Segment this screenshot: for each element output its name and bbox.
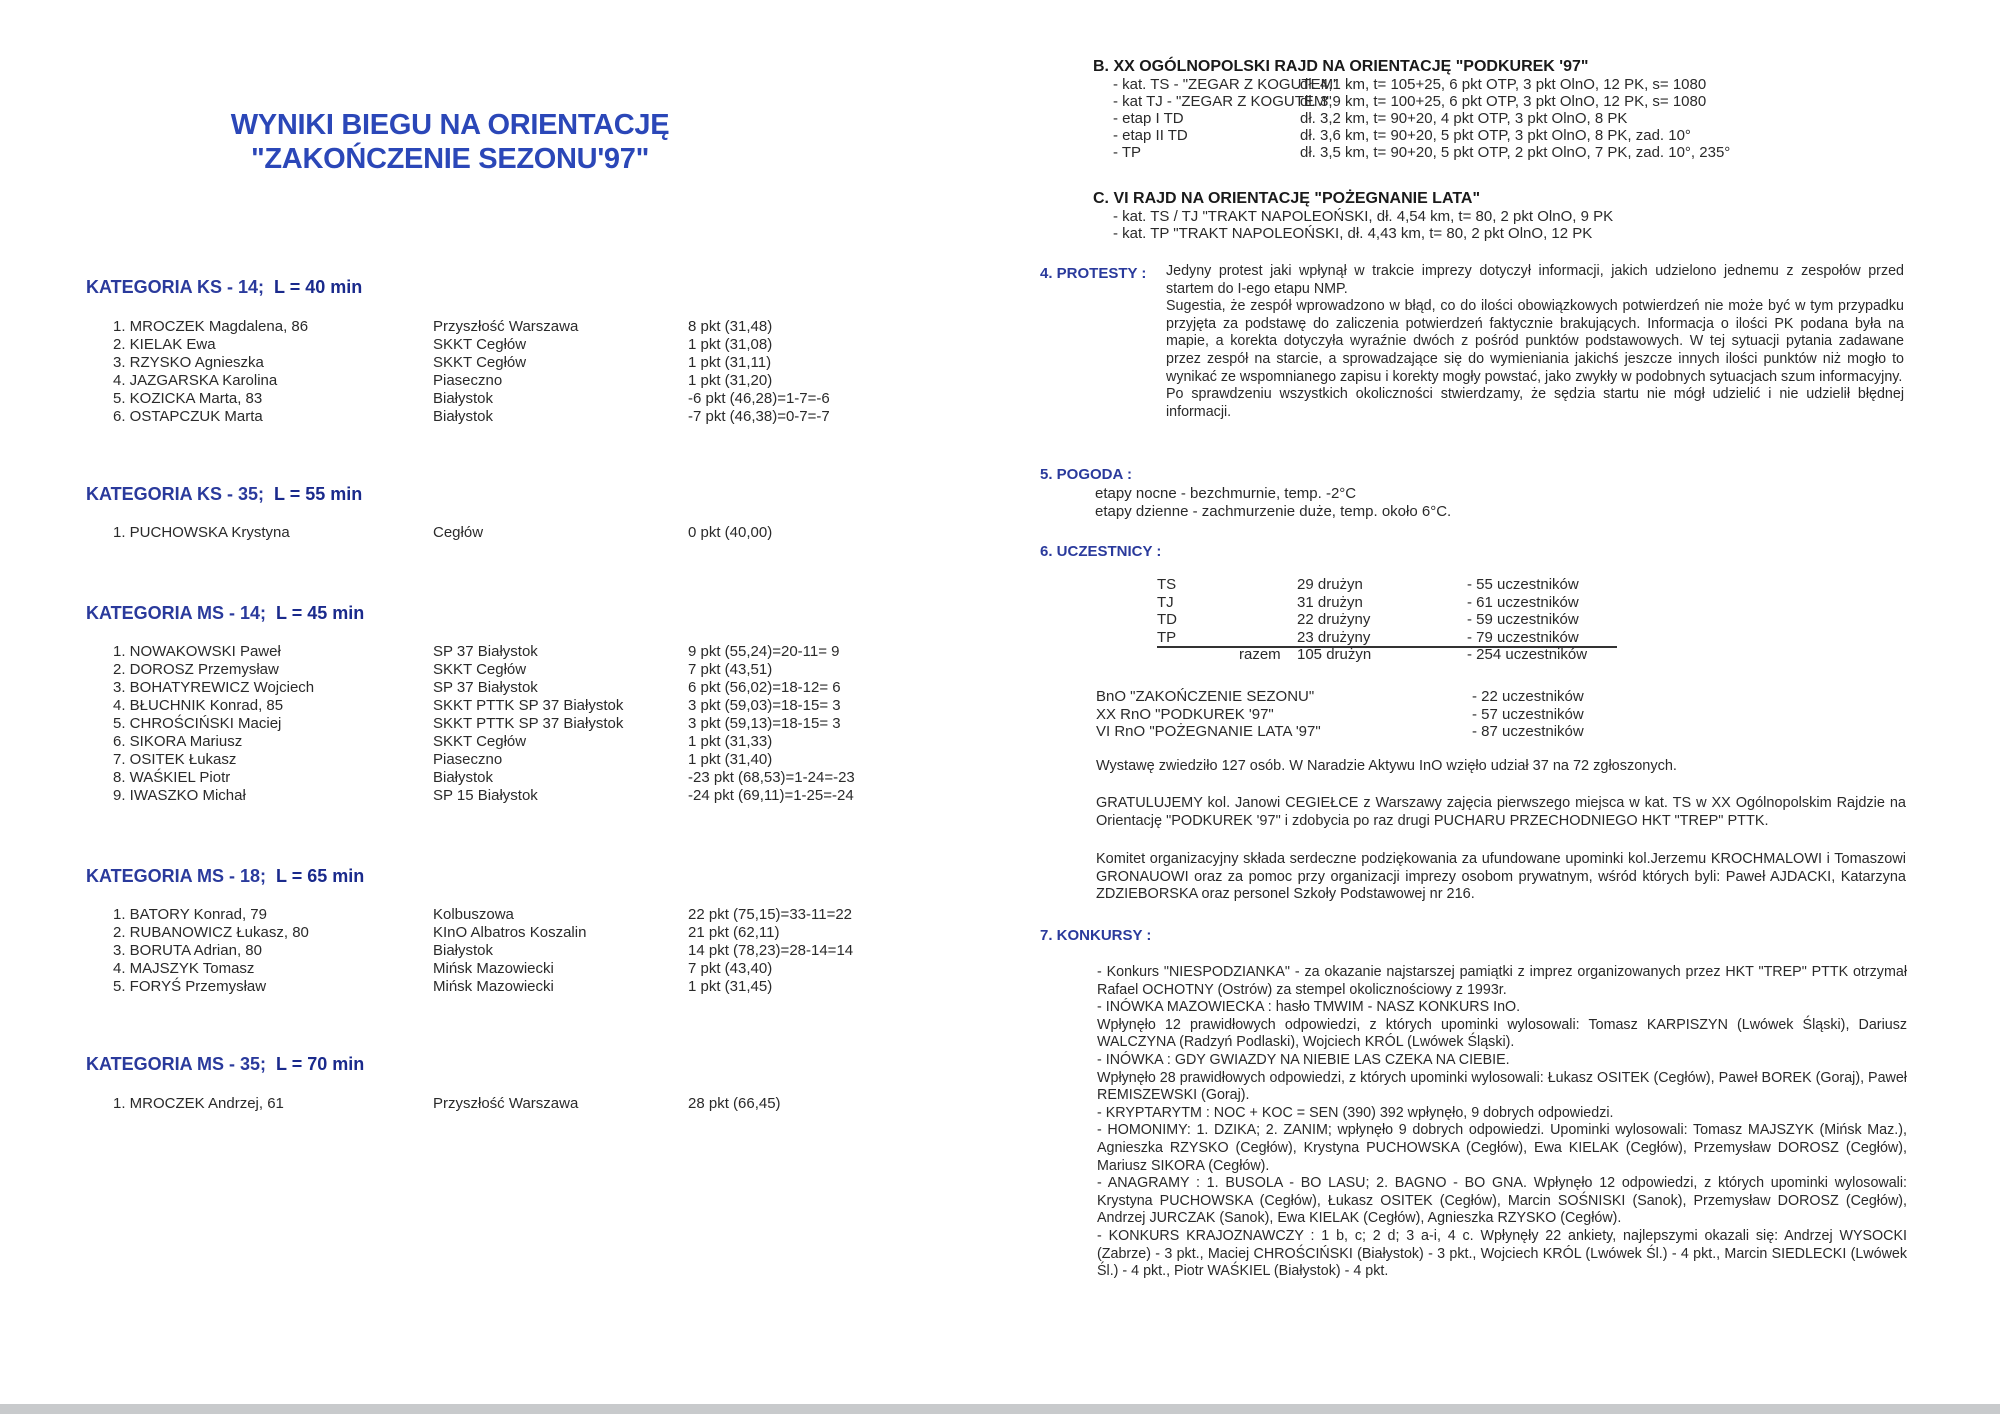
- list-item: - HOMONIMY: 1. DZIKA; 2. ZANIM; wpłynęło 9 dobrych odpowiedzi. Upominki wylosowali: Tomasz MAJSZYK (Mińsk Maz.), Agnieszka RZYSKO (Cegłów), Krystyna PUCHOWSKA (Cegłów), Ewa KIELAK (Cegłów), Przemysław DOROSZ (Cegłów), Mariusz SIKORA (Cegłów).: [1097, 1122, 1907, 1174]
- list-item: - KONKURS KRAJOZNAWCZY : 1 b, c; 2 d; 3 a-i, 4 c. Wpłynęły 22 ankiety, najlepszymi okazali się: Andrzej WYSOCKI (Zabrze) - 3 pkt., Maciej CHROŚCIŃSKI (Białystok) - 3 pkt., Wojciech KRÓL (Lwówek Śl.) - 4 pkt., Marcin SIEDLECKI (Lwówek Śl.) - 4 pkt., Piotr WAŚKIEL (Białystok) - 4 pkt.: [1097, 1227, 1907, 1280]
- list-item: - ANAGRAMY : 1. BUSOLA - BO LASU; 2. BAGNO - BO GNA. Wpłynęło 12 odpowiedzi, z których upominki wylosowali: Krystyna PUCHOWSKA (Cegłów), Łukasz OSITEK (Cegłów), Marcin SOŚNISKI (Sanok), Przemysław DOROSZ (Cegłów), Andrzej JURCZAK (Sanok), Ewa KIELAK (Cegłów), Agnieszka RZYSKO (Cegłów).: [1097, 1175, 1907, 1227]
- category-heading-ms35: [86, 1054, 364, 1075]
- category-heading-ks35: [86, 484, 362, 505]
- list-item: Wpłynęło 28 prawidłowych odpowiedzi, z których upominki wylosowali: Łukasz OSITEK (Cegłów), Paweł BOREK (Goraj), Paweł REMISZEWSKI (Goraj).: [1097, 1069, 1907, 1104]
- category-label: KATEGORIA MS - 35;: [86, 1054, 267, 1074]
- category-limit: L = 45 min: [276, 603, 365, 623]
- category-limit: L = 40 min: [274, 277, 363, 297]
- list-item: - kat. TS - "ZEGAR Z KOGUTEM" dł. 4,1 km, t= 105+25, 6 pkt OTP, 3 pkt OlnO, 12 PK, s= 1080: [1113, 76, 1707, 93]
- page-title: [200, 108, 700, 176]
- category-limit: L = 70 min: [276, 1054, 365, 1074]
- protests-text: [1166, 263, 1904, 421]
- weather-day: etapy dzienne - zachmurzenie duże, temp. około 6°C.: [1095, 503, 1452, 520]
- category-heading-ks14: [86, 277, 362, 298]
- weather-night: etapy nocne - bezchmurnie, temp. -2°C: [1095, 485, 1357, 502]
- exhibition-text: Wystawę zwiedziło 127 osób. W Naradzie Aktywu InO wzięło udział 37 na 72 zgłoszonych.: [1096, 758, 1677, 774]
- weather-heading: 5. POGODA :: [1040, 466, 1132, 483]
- participants-heading: 6. UCZESTNICY :: [1040, 543, 1162, 560]
- list-item: - kat TJ - "ZEGAR Z KOGUTEM" dł. 3,9 km, t= 100+25, 6 pkt OTP, 3 pkt OlnO, 12 PK, s= 1080: [1113, 93, 1707, 110]
- list-item: Wpłynęło 12 prawidłowych odpowiedzi, z których upominki wylosowali: Tomasz KARPISZYN (Lwówek Śląski), Dariusz WALCZYNA (Radzyń Podlaski), Wojciech KRÓL (Lwówek Śląski).: [1097, 1016, 1907, 1051]
- category-heading-ms14: [86, 603, 364, 624]
- congratulations-text: GRATULUJEMY kol. Janowi CEGIEŁCE z Warszawy zajęcia pierwszego miejsca w kat. TS w XX Ogólnopolskim Rajdzie na Orientację "PODKUREK '97" i zdobycia po raz drugi PUCHARU PRZECHODNIEGO HKT "TREP" PTTK.: [1096, 795, 1906, 829]
- list-item: - TP dł. 3,5 km, t= 90+20, 5 pkt OTP, 2 pkt OlnO, 7 PK, zad. 10°, 235°: [1113, 144, 1731, 161]
- category-heading-ms18: [86, 866, 364, 887]
- category-limit: L = 65 min: [276, 866, 365, 886]
- category-label: KATEGORIA MS - 18;: [86, 866, 267, 886]
- protests-heading: 4. PROTESTY :: [1040, 265, 1147, 282]
- list-item: - kat. TP "TRAKT NAPOLEOŃSKI, dł. 4,43 km, t= 80, 2 pkt OlnO, 12 PK: [1113, 225, 1593, 242]
- section-b-rows: [1093, 76, 1731, 161]
- protests-paragraph: Sugestia, że zespół wprowadzono w błąd, co do ilości obowiązkowych potwierdzeń nie może być w tym przypadku przyjęta za podstawę do zaliczenia potwierdzeń faktycznie brakujących. Informacja o ilości PK podana była na mapie, a korekta dotyczyła wyraźnie dwóch z pośród punktów podstawowych. W tej sytuacji pytania zadawane przez zespół na starcie, a sprowadzające się do wymieniania jakichś jeszcze innych ilości punktów niż mogło to wynikać ze wspomnianego zapisu i korekty mogły powstać, jako zwykły w podobnych sytuacjach szum informacyjny.: [1166, 298, 1904, 385]
- category-label: KATEGORIA KS - 35;: [86, 484, 265, 504]
- weather-info: [1095, 485, 1451, 521]
- category-label: KATEGORIA MS - 14;: [86, 603, 267, 623]
- category-limit: L = 55 min: [274, 484, 363, 504]
- scan-edge: [0, 1404, 2000, 1414]
- contests-heading: 7. KONKURSY :: [1040, 927, 1152, 944]
- contests-list: [1097, 964, 1907, 1281]
- list-item: - INÓWKA MAZOWIECKA : hasło TMWIM - NASZ KONKURS InO.: [1097, 999, 1521, 1016]
- section-b-title: B. XX OGÓLNOPOLSKI RAJD NA ORIENTACJĘ "PODKUREK '97": [1093, 58, 1589, 75]
- list-item: - etap I TD dł. 3,2 km, t= 90+20, 4 pkt OTP, 3 pkt OlnO, 8 PK: [1113, 110, 1628, 127]
- list-item: - INÓWKA : GDY GWIAZDY NA NIEBIE LAS CZEKA NA CIEBIE.: [1097, 1051, 1510, 1068]
- document-page: WYNIKI BIEGU NA ORIENTACJĘ "ZAKOŃCZENIE SEZONU'97" KATEGORIA KS - 14; L = 40 min 1. MROCZEK Magdalena, 86 Przyszłość Warszawa 8 pkt (31,48) 2. KIELAK Ewa SKKT Cegłów 1 pkt (31,08) 3. RZYSKO Agnieszka SKKT Cegłów 1 pkt (31,11) 4. JAZGARSKA Karolina Piaseczno 1 pkt (31,20) 5. KOZICKA Marta, 83 Białystok -6 pkt (46,28)=1-7=-6 6. OSTAPCZUK Marta Białystok -7 pkt (46,38)=0-7=-7 KATEGORIA KS - 35; L = 55 min 1. PUCHOWSKA Krystyna Cegłów 0 pkt (40,00) KATEGORIA MS - 14; L = 45 min 1. NOWAKOWSKI Paweł SP 37 Białystok 9 pkt (55,24)=20-11= 9 2. DOROSZ Przemysław SKKT Cegłów 7 pkt (43,51) 3. BOHATYREWICZ Wojciech SP 37 Białystok 6 pkt (56,02)=18-12= 6 4. BŁUCHNIK Konrad, 85 SKKT PTTK SP 37 Białystok 3 pkt (59,03)=18-15= 3 5. CHROŚCIŃSKI Maciej SKKT PTTK SP 37 Białystok 3 pkt (59,13)=18-15= 3 6. SIKORA Mariusz SKKT Cegłów 1 pkt (31,33) 7. OSITEK Łukasz Piaseczno 1 pkt (31,40) 8. WAŚKIEL Piotr Białystok -23 pkt (68,53)=1-24=-23 9. IWASZKO Michał SP 15 Białystok -24 pkt (69,11)=1-25=-24 KATEGORIA MS - 18; L = 65 min 1. BATORY Konrad, 79 Kolbuszowa 22 pkt (75,15)=33-11=22 2. RUBANOWICZ Łukasz, 80 KInO Albatros Koszalin 21 pkt (62,11) 3. BORUTA Adrian, 80 Białystok 14 pkt (78,23)=28-14=14 4. MAJSZYK Tomasz Mińsk Mazowiecki 7 pkt (43,40) 5. FORYŚ Przemysław Mińsk Mazowiecki 1 pkt (31,45) KATEGORIA MS - 35; L = 70 min 1. MROCZEK Andrzej, 61 Przyszłość Warszawa 28 pkt (66,45) B. XX OGÓLNOPOLSKI RAJD NA ORIENTACJĘ "PODKUREK '97" - kat. TS - "ZEGAR Z KOGUTEM" dł. 4,1 km, t= 105+25, 6 pkt OTP, 3 pkt OlnO, 12 PK, s= 1080 - kat TJ - "ZEGAR Z KOGUTEM" dł. 3,9 km, t= 100+25, 6 pkt OTP, 3 pkt OlnO, 12 PK, s= 1080 - etap I TD dł. 3,2 km, t= 90+20, 4 pkt OTP, 3 pkt OlnO, 8 PK - etap II TD dł. 3,6 km, t= 90+20, 5 pkt OTP, 3 pkt OlnO, 8 PK, zad. 10° - TP dł. 3,5 km, t= 90+20, 5 pkt OTP, 2 pkt OlnO, 7 PK, zad. 10°, 235° C. VI RAJD NA ORIENTACJĘ "POŻEGNANIE LATA" - kat. TS / TJ "TRAKT NAPOLEOŃSKI, dł. 4,54 km, t= 80, 2 pkt OlnO, 9 PK - kat. TP "TRAKT NAPOLEOŃSKI, dł. 4,43 km, t= 80, 2 pkt OlnO, 12 PK 4. PROTESTY : Jedyny protest jaki wpłynął w trakcie imprezy dotyczył informacji, jakich udzielono jednemu z zespołów przed startem do I-ego etapu NMP. Sugestia, że zespół wprowadzono w błąd, co do ilości obowiązkowych potwierdzeń nie może być w tym przypadku przyjęta za podstawę do zaliczenia potwierdzeń faktycznie brakujących. Informacja o ilości PK podana była na mapie, a korekta dotyczyła wyraźnie dwóch z pośród punktów podstawowych. W tej sytuacji pytania zadawane przez zespół na starcie, a sprowadzające się do wymieniania jakichś jeszcze innych ilości punktów niż mogło to wynikać ze wspomnianego zapisu i korekty mogły powstać, jako zwykły w podobnych sytuacjach szum informacyjny. Po sprawdzeniu wszystkich okoliczności stwierdzamy, że sędzia startu nie mógł udzielić i nie udzielił błędnej informacji. 5. POGODA : etapy nocne - bezchmurnie, temp. -2°C etapy dzienne - zachmurzenie duże, temp. około 6°C. 6. UCZESTNICY : TS 29 drużyn - 55 uczestników TJ 31 drużyn - 61 uczestników TD 22 drużyny - 59 uczestników TP 23 drużyny - 79 uczestników razem 105 drużyn - 254 uczestników BnO "ZAKOŃCZENIE SEZONU" - 22 uczestników XX RnO "PODKUREK '97" - 57 uczestników VI RnO "POŻEGNANIE LATA '97" - 87 uczestników Wystawę zwiedziło 127 osób. W Naradzie Aktywu InO wzięło udział 37 na 72 zgłoszonych. GRATULUJEMY kol. Janowi CEGIEŁCE z Warszawy zajęcia pierwszego miejsca w kat. TS w XX Ogólnopolskim Rajdzie na Orientację "PODKUREK '97" i zdobycia po raz drugi PUCHARU PRZECHODNIEGO HKT "TREP" PTTK. Komitet organizacyjny składa serdeczne podziękowania za ufundowane upominki kol.Jerzemu KROCHMALOWI i Tomaszowi GRONAUOWI oraz za pomoc przy organizacji imprezy osobom prywatnym, wśród których byli: Paweł AJDACKI, Katarzyna ZDZIEBORSKA oraz personel Szkoły Podstawowej nr 216. 7. KONKURSY : - Konkurs "NIESPODZIANKA" - za okazanie najstarszej pamiątki z imprez organizowanych przez HKT "TREP" PTTK otrzymał Rafael OCHOTNY (Ostrów) za stempel okolicznościowy z 1993r. - INÓWKA MAZOWIECKA : hasło TMWIM - NASZ KONKURS InO. Wpłynęło 12 prawidłowych odpowiedzi, z których upominki wylosowali: Tomasz KARPISZYN (Lwówek Śląski), Dariusz WALCZYNA (Radzyń Podlaski), Wojciech KRÓL (Lwówek Śląski). - INÓWKA : GDY GWIAZDY NA NIEBIE LAS CZEKA NA CIEBIE. Wpłynęło 28 prawidłowych odpowiedzi, z których upominki wylosowali: Łukasz OSITEK (Cegłów), Paweł BOREK (Goraj), Paweł REMISZEWSKI (Goraj). - KRYPTARYTM : NOC + KOC = SEN (390) 392 wpłynęło, 9 dobrych odpowiedzi. - HOMONIMY: 1. DZIKA; 2. ZANIM; wpłynęło 9 dobrych odpowiedzi. Upominki wylosowali: Tomasz MAJSZYK (Mińsk Maz.), Agnieszka RZYSKO (Cegłów), Krystyna PUCHOWSKA (Cegłów), Ewa KIELAK (Cegłów), Przemysław DOROSZ (Cegłów), Mariusz SIKORA (Cegłów). - ANAGRAMY : 1. BUSOLA - BO LASU; 2. BAGNO - BO GNA. Wpłynęło 12 odpowiedzi, z których upominki wylosowali: Krystyna PUCHOWSKA (Cegłów), Łukasz OSITEK (Cegłów), Marcin SOŚNISKI (Sanok), Przemysław DOROSZ (Cegłów), Andrzej JURCZAK (Sanok), Ewa KIELAK (Cegłów), Agnieszka RZYSKO (Cegłów). - KONKURS KRAJOZNAWCZY : 1 b, c; 2 d; 3 a-i, 4 c. Wpłynęły 22 ankiety, najlepszymi okazali się: Andrzej WYSOCKI (Zabrze) - 3 pkt., Maciej CHROŚCIŃSKI (Białystok) - 3 pkt., Wojciech KRÓL (Lwówek Śl.) - 4 pkt., Marcin SIEDLECKI (Lwówek Śl.) - 4 pkt., Piotr WAŚKIEL (Białystok) - 4 pkt.: [0, 0, 2000, 1414]
- title-line-2: "ZAKOŃCZENIE SEZONU'97": [250, 143, 650, 175]
- category-label: KATEGORIA KS - 14;: [86, 277, 265, 297]
- list-item: - etap II TD dł. 3,6 km, t= 90+20, 5 pkt OTP, 3 pkt OlnO, 8 PK, zad. 10°: [1113, 127, 1691, 144]
- section-b: [1093, 58, 1731, 161]
- list-item: - KRYPTARYTM : NOC + KOC = SEN (390) 392 wpłynęło, 9 dobrych odpowiedzi.: [1097, 1104, 1614, 1121]
- section-c: [1093, 190, 1613, 242]
- list-item: - kat. TS / TJ "TRAKT NAPOLEOŃSKI, dł. 4,54 km, t= 80, 2 pkt OlnO, 9 PK: [1113, 208, 1614, 225]
- protests-paragraph: Po sprawdzeniu wszystkich okoliczności stwierdzamy, że sędzia startu nie mógł udzielić i nie udzielił błędnej informacji.: [1166, 386, 1904, 420]
- section-c-title: C. VI RAJD NA ORIENTACJĘ "POŻEGNANIE LATA": [1093, 190, 1481, 207]
- list-item: - Konkurs "NIESPODZIANKA" - za okazanie najstarszej pamiątki z imprez organizowanych przez HKT "TREP" PTTK otrzymał Rafael OCHOTNY (Ostrów) za stempel okolicznościowy z 1993r.: [1097, 964, 1907, 998]
- title-line-1: WYNIKI BIEGU NA ORIENTACJĘ: [230, 109, 670, 141]
- protests-paragraph: Jedyny protest jaki wpłynął w trakcie imprezy dotyczył informacji, jakich udzielono jednemu z zespołów przed startem do I-ego etapu NMP.: [1166, 263, 1904, 297]
- thanks-text: Komitet organizacyjny składa serdeczne podziękowania za ufundowane upominki kol.Jerzemu KROCHMALOWI i Tomaszowi GRONAUOWI oraz za pomoc przy organizacji imprezy osobom prywatnym, wśród których byli: Paweł AJDACKI, Katarzyna ZDZIEBORSKA oraz personel Szkoły Podstawowej nr 216.: [1096, 851, 1906, 903]
